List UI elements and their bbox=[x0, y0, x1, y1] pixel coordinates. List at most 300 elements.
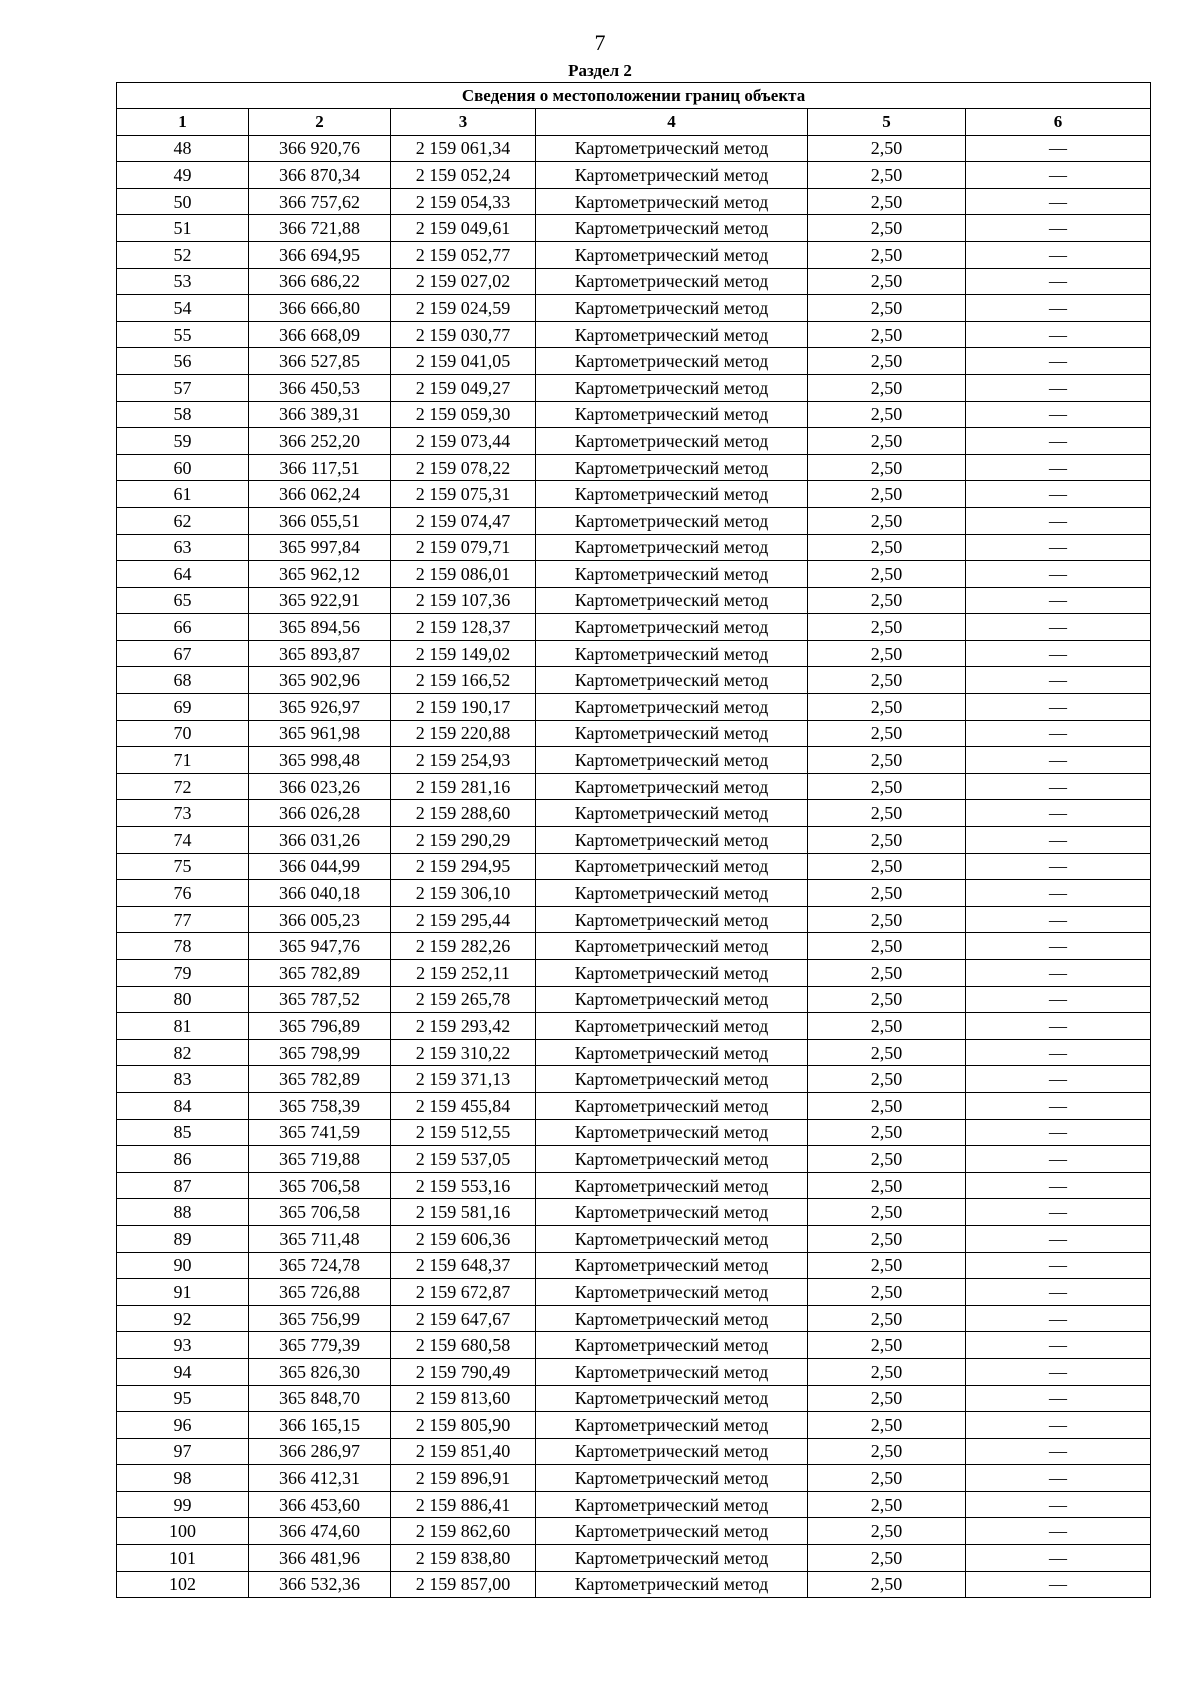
table-cell: 365 787,52 bbox=[249, 986, 391, 1013]
table-cell: 87 bbox=[117, 1172, 249, 1199]
table-cell: 2,50 bbox=[808, 1199, 966, 1226]
table-cell: 2 159 838,80 bbox=[391, 1545, 536, 1572]
table-cell: 78 bbox=[117, 933, 249, 960]
table-cell: 2,50 bbox=[808, 1039, 966, 1066]
boundary-coordinates-table bbox=[116, 82, 1151, 1598]
table-cell: 82 bbox=[117, 1039, 249, 1066]
table-row bbox=[117, 694, 1151, 721]
table-cell: — bbox=[966, 1279, 1151, 1306]
table-cell: 2,50 bbox=[808, 800, 966, 827]
table-cell: 2 159 371,13 bbox=[391, 1066, 536, 1093]
table-cell: 2,50 bbox=[808, 507, 966, 534]
table-cell: 366 450,53 bbox=[249, 374, 391, 401]
table-cell: 62 bbox=[117, 507, 249, 534]
table-cell: 366 920,76 bbox=[249, 135, 391, 162]
table-cell: 101 bbox=[117, 1545, 249, 1572]
table-row bbox=[117, 428, 1151, 455]
table-cell: — bbox=[966, 773, 1151, 800]
table-cell: 2,50 bbox=[808, 1332, 966, 1359]
table-cell: 2 159 074,47 bbox=[391, 507, 536, 534]
table-cell: — bbox=[966, 507, 1151, 534]
table-cell: — bbox=[966, 1332, 1151, 1359]
table-cell: — bbox=[966, 1199, 1151, 1226]
table-cell: 2 159 128,37 bbox=[391, 614, 536, 641]
table-cell: 83 bbox=[117, 1066, 249, 1093]
table-cell: 90 bbox=[117, 1252, 249, 1279]
table-cell: 366 527,85 bbox=[249, 348, 391, 375]
table-cell: 2 159 075,31 bbox=[391, 481, 536, 508]
table-cell: 366 474,60 bbox=[249, 1518, 391, 1545]
table-row bbox=[117, 1039, 1151, 1066]
column-number-row bbox=[117, 109, 1151, 136]
table-cell: — bbox=[966, 587, 1151, 614]
table-row bbox=[117, 667, 1151, 694]
table-row bbox=[117, 1013, 1151, 1040]
table-cell: 2,50 bbox=[808, 1305, 966, 1332]
table-cell: Картометрический метод bbox=[536, 348, 808, 375]
table-cell: 2 159 059,30 bbox=[391, 401, 536, 428]
table-cell: Картометрический метод bbox=[536, 1225, 808, 1252]
table-cell: 365 848,70 bbox=[249, 1385, 391, 1412]
table-cell: — bbox=[966, 1092, 1151, 1119]
table-cell: Картометрический метод bbox=[536, 1465, 808, 1492]
table-cell: 365 926,97 bbox=[249, 694, 391, 721]
table-cell: Картометрический метод bbox=[536, 534, 808, 561]
table-cell: 50 bbox=[117, 188, 249, 215]
table-cell: 2,50 bbox=[808, 853, 966, 880]
table-cell: 365 947,76 bbox=[249, 933, 391, 960]
table-cell: Картометрический метод bbox=[536, 188, 808, 215]
table-cell: 2 159 290,29 bbox=[391, 827, 536, 854]
table-cell: 2 159 306,10 bbox=[391, 880, 536, 907]
table-cell: Картометрический метод bbox=[536, 933, 808, 960]
table-cell: — bbox=[966, 1465, 1151, 1492]
table-cell: 2 159 851,40 bbox=[391, 1438, 536, 1465]
table-cell: 63 bbox=[117, 534, 249, 561]
table-cell: Картометрический метод bbox=[536, 1305, 808, 1332]
table-cell: 366 532,36 bbox=[249, 1571, 391, 1598]
table-cell: — bbox=[966, 747, 1151, 774]
table-cell: 2 159 030,77 bbox=[391, 321, 536, 348]
table-cell: — bbox=[966, 667, 1151, 694]
table-cell: — bbox=[966, 348, 1151, 375]
table-row bbox=[117, 1146, 1151, 1173]
table-cell: 69 bbox=[117, 694, 249, 721]
table-cell: 71 bbox=[117, 747, 249, 774]
table-cell: Картометрический метод bbox=[536, 1066, 808, 1093]
table-cell: 2,50 bbox=[808, 827, 966, 854]
table-cell: 2,50 bbox=[808, 667, 966, 694]
table-cell: Картометрический метод bbox=[536, 1172, 808, 1199]
table-cell: 2,50 bbox=[808, 720, 966, 747]
table-row bbox=[117, 1465, 1151, 1492]
table-cell: 2 159 027,02 bbox=[391, 268, 536, 295]
table-row bbox=[117, 1092, 1151, 1119]
table-cell: — bbox=[966, 162, 1151, 189]
table-row bbox=[117, 827, 1151, 854]
table-cell: 365 711,48 bbox=[249, 1225, 391, 1252]
table-cell: 2 159 049,61 bbox=[391, 215, 536, 242]
table-row bbox=[117, 507, 1151, 534]
table-cell: — bbox=[966, 906, 1151, 933]
table-cell: 88 bbox=[117, 1199, 249, 1226]
table-cell: 2 159 512,55 bbox=[391, 1119, 536, 1146]
table-cell: Картометрический метод bbox=[536, 1518, 808, 1545]
table-cell: 102 bbox=[117, 1571, 249, 1598]
table-cell: Картометрический метод bbox=[536, 640, 808, 667]
table-cell: — bbox=[966, 481, 1151, 508]
table-cell: Картометрический метод bbox=[536, 587, 808, 614]
table-cell: 97 bbox=[117, 1438, 249, 1465]
table-cell: 2 159 086,01 bbox=[391, 561, 536, 588]
table-cell: 2 159 282,26 bbox=[391, 933, 536, 960]
table-cell: 2,50 bbox=[808, 1013, 966, 1040]
table-cell: 2,50 bbox=[808, 454, 966, 481]
table-cell: — bbox=[966, 640, 1151, 667]
table-cell: 2 159 790,49 bbox=[391, 1358, 536, 1385]
table-cell: 2 159 073,44 bbox=[391, 428, 536, 455]
table-cell: 61 bbox=[117, 481, 249, 508]
table-row bbox=[117, 454, 1151, 481]
table-cell: 2,50 bbox=[808, 188, 966, 215]
table-cell: 366 481,96 bbox=[249, 1545, 391, 1572]
table-cell: 365 796,89 bbox=[249, 1013, 391, 1040]
table-cell: Картометрический метод bbox=[536, 1438, 808, 1465]
table-cell: 57 bbox=[117, 374, 249, 401]
table-cell: 2,50 bbox=[808, 933, 966, 960]
table-cell: — bbox=[966, 215, 1151, 242]
table-cell: 366 666,80 bbox=[249, 295, 391, 322]
table-cell: 366 694,95 bbox=[249, 241, 391, 268]
table-cell: 2 159 252,11 bbox=[391, 960, 536, 987]
table-row bbox=[117, 268, 1151, 295]
table-cell: 366 721,88 bbox=[249, 215, 391, 242]
table-cell: 2 159 862,60 bbox=[391, 1518, 536, 1545]
section-title: Раздел 2 bbox=[568, 61, 632, 80]
table-cell: 2 159 857,00 bbox=[391, 1571, 536, 1598]
table-cell: — bbox=[966, 614, 1151, 641]
table-cell: Картометрический метод bbox=[536, 1491, 808, 1518]
column-header: 2 bbox=[249, 109, 391, 136]
table-cell: 94 bbox=[117, 1358, 249, 1385]
table-cell: — bbox=[966, 800, 1151, 827]
table-cell: Картометрический метод bbox=[536, 1545, 808, 1572]
table-cell: 2,50 bbox=[808, 1252, 966, 1279]
table-cell: 2,50 bbox=[808, 1491, 966, 1518]
table-cell: 366 023,26 bbox=[249, 773, 391, 800]
table-cell: 59 bbox=[117, 428, 249, 455]
table-cell: 2 159 254,93 bbox=[391, 747, 536, 774]
table-cell: 365 706,58 bbox=[249, 1199, 391, 1226]
table-row bbox=[117, 640, 1151, 667]
table-cell: 366 668,09 bbox=[249, 321, 391, 348]
table-cell: Картометрический метод bbox=[536, 1279, 808, 1306]
table-cell: — bbox=[966, 1545, 1151, 1572]
table-row bbox=[117, 534, 1151, 561]
table-cell: 2 159 310,22 bbox=[391, 1039, 536, 1066]
table-cell: 70 bbox=[117, 720, 249, 747]
table-cell: 51 bbox=[117, 215, 249, 242]
table-cell: 2 159 805,90 bbox=[391, 1412, 536, 1439]
table-cell: 2 159 553,16 bbox=[391, 1172, 536, 1199]
table-cell: Картометрический метод bbox=[536, 853, 808, 880]
table-cell: 2,50 bbox=[808, 694, 966, 721]
table-row bbox=[117, 747, 1151, 774]
table-cell: 2,50 bbox=[808, 1066, 966, 1093]
table-cell: 2 159 052,24 bbox=[391, 162, 536, 189]
table-row bbox=[117, 1518, 1151, 1545]
table-row bbox=[117, 1279, 1151, 1306]
table-cell: Картометрический метод bbox=[536, 906, 808, 933]
table-row bbox=[117, 1385, 1151, 1412]
table-cell: 84 bbox=[117, 1092, 249, 1119]
table-row bbox=[117, 720, 1151, 747]
table-cell: — bbox=[966, 1518, 1151, 1545]
table-cell: — bbox=[966, 827, 1151, 854]
table-cell: 93 bbox=[117, 1332, 249, 1359]
table-cell: 2 159 024,59 bbox=[391, 295, 536, 322]
table-cell: 2,50 bbox=[808, 534, 966, 561]
table-cell: 365 782,89 bbox=[249, 1066, 391, 1093]
table-row bbox=[117, 1545, 1151, 1572]
table-row bbox=[117, 1172, 1151, 1199]
table-cell: — bbox=[966, 321, 1151, 348]
table-cell: 366 026,28 bbox=[249, 800, 391, 827]
table-cell: 2,50 bbox=[808, 1225, 966, 1252]
table-cell: 2,50 bbox=[808, 162, 966, 189]
table-row bbox=[117, 1332, 1151, 1359]
table-cell: 66 bbox=[117, 614, 249, 641]
table-row bbox=[117, 773, 1151, 800]
table-cell: Картометрический метод bbox=[536, 268, 808, 295]
table-row bbox=[117, 481, 1151, 508]
table-cell: 58 bbox=[117, 401, 249, 428]
table-cell: — bbox=[966, 1146, 1151, 1173]
table-cell: 2,50 bbox=[808, 960, 966, 987]
table-cell: 2 159 648,37 bbox=[391, 1252, 536, 1279]
table-cell: 2 159 166,52 bbox=[391, 667, 536, 694]
table-cell: Картометрический метод bbox=[536, 561, 808, 588]
table-cell: 74 bbox=[117, 827, 249, 854]
table-cell: 366 453,60 bbox=[249, 1491, 391, 1518]
table-cell: — bbox=[966, 135, 1151, 162]
column-header: 6 bbox=[966, 109, 1151, 136]
table-cell: 2 159 149,02 bbox=[391, 640, 536, 667]
table-cell: 2,50 bbox=[808, 1518, 966, 1545]
table-row bbox=[117, 1252, 1151, 1279]
table-cell: 366 005,23 bbox=[249, 906, 391, 933]
table-cell: 2,50 bbox=[808, 1438, 966, 1465]
table-cell: — bbox=[966, 720, 1151, 747]
table-cell: 2 159 054,33 bbox=[391, 188, 536, 215]
table-cell: 2 159 288,60 bbox=[391, 800, 536, 827]
table-cell: Картометрический метод bbox=[536, 827, 808, 854]
table-cell: — bbox=[966, 1438, 1151, 1465]
table-row bbox=[117, 614, 1151, 641]
table-cell: 2,50 bbox=[808, 614, 966, 641]
table-cell: 2 159 896,91 bbox=[391, 1465, 536, 1492]
table-cell: 72 bbox=[117, 773, 249, 800]
table-cell: Картометрический метод bbox=[536, 374, 808, 401]
table-cell: — bbox=[966, 1119, 1151, 1146]
table-row bbox=[117, 1571, 1151, 1598]
table-cell: Картометрический метод bbox=[536, 1571, 808, 1598]
table-cell: 2 159 455,84 bbox=[391, 1092, 536, 1119]
table-cell: 365 798,99 bbox=[249, 1039, 391, 1066]
table-cell: 2,50 bbox=[808, 241, 966, 268]
table-cell: Картометрический метод bbox=[536, 1092, 808, 1119]
table-cell: 2 159 265,78 bbox=[391, 986, 536, 1013]
table-cell: 365 719,88 bbox=[249, 1146, 391, 1173]
table-cell: 2,50 bbox=[808, 1172, 966, 1199]
table-body bbox=[117, 135, 1151, 1598]
table-row bbox=[117, 135, 1151, 162]
table-cell: — bbox=[966, 1358, 1151, 1385]
page-number: 7 bbox=[594, 30, 606, 55]
column-header: 1 bbox=[117, 109, 249, 136]
table-row bbox=[117, 1412, 1151, 1439]
table-cell: 56 bbox=[117, 348, 249, 375]
table-cell: 2,50 bbox=[808, 1092, 966, 1119]
table-cell: — bbox=[966, 694, 1151, 721]
table-cell: 2 159 078,22 bbox=[391, 454, 536, 481]
table-cell: 365 756,99 bbox=[249, 1305, 391, 1332]
table-cell: 2 159 294,95 bbox=[391, 853, 536, 880]
table-cell: 2,50 bbox=[808, 268, 966, 295]
table-cell: 2 159 606,36 bbox=[391, 1225, 536, 1252]
table-cell: 366 031,26 bbox=[249, 827, 391, 854]
table-cell: Картометрический метод bbox=[536, 1358, 808, 1385]
table-cell: 99 bbox=[117, 1491, 249, 1518]
table-cell: 365 997,84 bbox=[249, 534, 391, 561]
table-cell: Картометрический метод bbox=[536, 667, 808, 694]
table-cell: Картометрический метод bbox=[536, 1013, 808, 1040]
table-cell: 365 779,39 bbox=[249, 1332, 391, 1359]
table-cell: 2 159 293,42 bbox=[391, 1013, 536, 1040]
table-cell: 2,50 bbox=[808, 986, 966, 1013]
table-cell: Картометрический метод bbox=[536, 162, 808, 189]
table-cell: 2,50 bbox=[808, 640, 966, 667]
table-cell: — bbox=[966, 933, 1151, 960]
table-cell: — bbox=[966, 1305, 1151, 1332]
table-cell: 366 286,97 bbox=[249, 1438, 391, 1465]
table-cell: 2,50 bbox=[808, 1279, 966, 1306]
table-cell: — bbox=[966, 1252, 1151, 1279]
table-cell: 365 724,78 bbox=[249, 1252, 391, 1279]
table-row bbox=[117, 1199, 1151, 1226]
table-cell: 2,50 bbox=[808, 1465, 966, 1492]
table-cell: 52 bbox=[117, 241, 249, 268]
table-row bbox=[117, 401, 1151, 428]
table-cell: 95 bbox=[117, 1385, 249, 1412]
table-cell: 2 159 190,17 bbox=[391, 694, 536, 721]
table-row bbox=[117, 1066, 1151, 1093]
table-cell: 366 252,20 bbox=[249, 428, 391, 455]
table-cell: — bbox=[966, 1571, 1151, 1598]
table-cell: — bbox=[966, 534, 1151, 561]
table-cell: 2,50 bbox=[808, 401, 966, 428]
table-cell: 2 159 061,34 bbox=[391, 135, 536, 162]
table-cell: Картометрический метод bbox=[536, 241, 808, 268]
table-row bbox=[117, 321, 1151, 348]
table-row bbox=[117, 986, 1151, 1013]
table-cell: 2,50 bbox=[808, 135, 966, 162]
table-cell: Картометрический метод bbox=[536, 1039, 808, 1066]
table-cell: 366 389,31 bbox=[249, 401, 391, 428]
table-cell: — bbox=[966, 268, 1151, 295]
table-row bbox=[117, 587, 1151, 614]
table-cell: 2,50 bbox=[808, 747, 966, 774]
table-cell: Картометрический метод bbox=[536, 507, 808, 534]
table-cell: Картометрический метод bbox=[536, 454, 808, 481]
table-cell: — bbox=[966, 561, 1151, 588]
table-cell: 2,50 bbox=[808, 587, 966, 614]
table-cell: 366 412,31 bbox=[249, 1465, 391, 1492]
table-cell: 2,50 bbox=[808, 773, 966, 800]
table-cell: 92 bbox=[117, 1305, 249, 1332]
table-cell: — bbox=[966, 880, 1151, 907]
table-cell: Картометрический метод bbox=[536, 880, 808, 907]
table-cell: 2,50 bbox=[808, 1119, 966, 1146]
table-cell: 80 bbox=[117, 986, 249, 1013]
table-row bbox=[117, 1119, 1151, 1146]
table-row bbox=[117, 933, 1151, 960]
table-cell: 2,50 bbox=[808, 1545, 966, 1572]
table-cell: 2 159 041,05 bbox=[391, 348, 536, 375]
table-row bbox=[117, 188, 1151, 215]
table-cell: 365 962,12 bbox=[249, 561, 391, 588]
column-header: 5 bbox=[808, 109, 966, 136]
table-cell: Картометрический метод bbox=[536, 960, 808, 987]
table-cell: 85 bbox=[117, 1119, 249, 1146]
table-cell: — bbox=[966, 295, 1151, 322]
table-cell: 49 bbox=[117, 162, 249, 189]
table-cell: Картометрический метод bbox=[536, 614, 808, 641]
table-cell: — bbox=[966, 853, 1151, 880]
table-cell: 2 159 049,27 bbox=[391, 374, 536, 401]
table-cell: 365 706,58 bbox=[249, 1172, 391, 1199]
table-cell: 2,50 bbox=[808, 215, 966, 242]
table-cell: 2 159 647,67 bbox=[391, 1305, 536, 1332]
table-cell: 366 040,18 bbox=[249, 880, 391, 907]
table-cell: 77 bbox=[117, 906, 249, 933]
table-cell: 2 159 581,16 bbox=[391, 1199, 536, 1226]
table-cell: — bbox=[966, 401, 1151, 428]
table-cell: 365 961,98 bbox=[249, 720, 391, 747]
table-cell: 86 bbox=[117, 1146, 249, 1173]
table-row bbox=[117, 906, 1151, 933]
table-cell: 2,50 bbox=[808, 1146, 966, 1173]
table-cell: 365 826,30 bbox=[249, 1358, 391, 1385]
table-cell: 365 741,59 bbox=[249, 1119, 391, 1146]
table-cell: — bbox=[966, 241, 1151, 268]
table-cell: 60 bbox=[117, 454, 249, 481]
table-cell: 365 902,96 bbox=[249, 667, 391, 694]
table-cell: 96 bbox=[117, 1412, 249, 1439]
table-cell: 2,50 bbox=[808, 1412, 966, 1439]
table-cell: Картометрический метод bbox=[536, 135, 808, 162]
table-row bbox=[117, 561, 1151, 588]
table-cell: Картометрический метод bbox=[536, 401, 808, 428]
column-header: 4 bbox=[536, 109, 808, 136]
table-cell: 366 870,34 bbox=[249, 162, 391, 189]
table-cell: 366 117,51 bbox=[249, 454, 391, 481]
table-row bbox=[117, 348, 1151, 375]
table-cell: Картометрический метод bbox=[536, 800, 808, 827]
table-cell: 365 893,87 bbox=[249, 640, 391, 667]
table-cell: 365 726,88 bbox=[249, 1279, 391, 1306]
table-cell: 2 159 220,88 bbox=[391, 720, 536, 747]
